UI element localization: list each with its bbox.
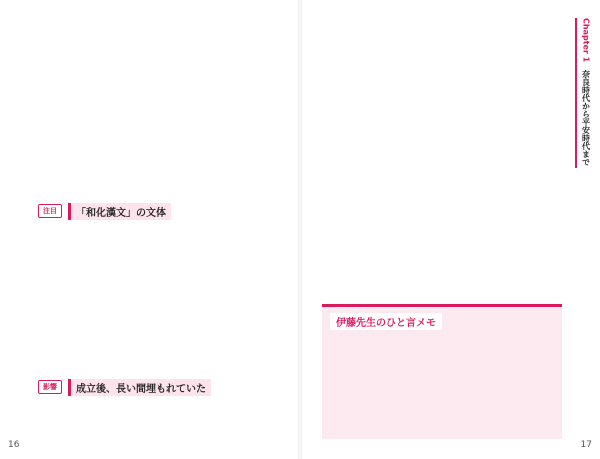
section-title: 「和化漢文」の文体 (68, 203, 171, 220)
section-title: 成立後、長い間埋もれていた (68, 379, 211, 396)
right-page (300, 0, 600, 459)
page-number-right: 17 (580, 440, 592, 450)
section-tag: 影響 (38, 380, 62, 394)
left-body-text-3 (38, 398, 278, 438)
memo-body (332, 335, 554, 435)
section-tag: 注目 (38, 204, 62, 218)
left-body-text-1 (38, 22, 278, 200)
right-body-text (322, 22, 562, 297)
memo-title: 伊藤先生のひと言メモ (330, 313, 442, 330)
chapter-title: 奈良時代から平安時代まで (581, 70, 591, 167)
section-heading-buried (38, 380, 278, 394)
chapter-label: Chapter 1 (581, 18, 591, 63)
chapter-tab (575, 18, 595, 168)
teacher-memo-box (322, 304, 562, 439)
page-number-left: 16 (8, 440, 20, 450)
section-heading-wakakanbun (38, 204, 278, 218)
left-body-text-2 (38, 220, 278, 372)
